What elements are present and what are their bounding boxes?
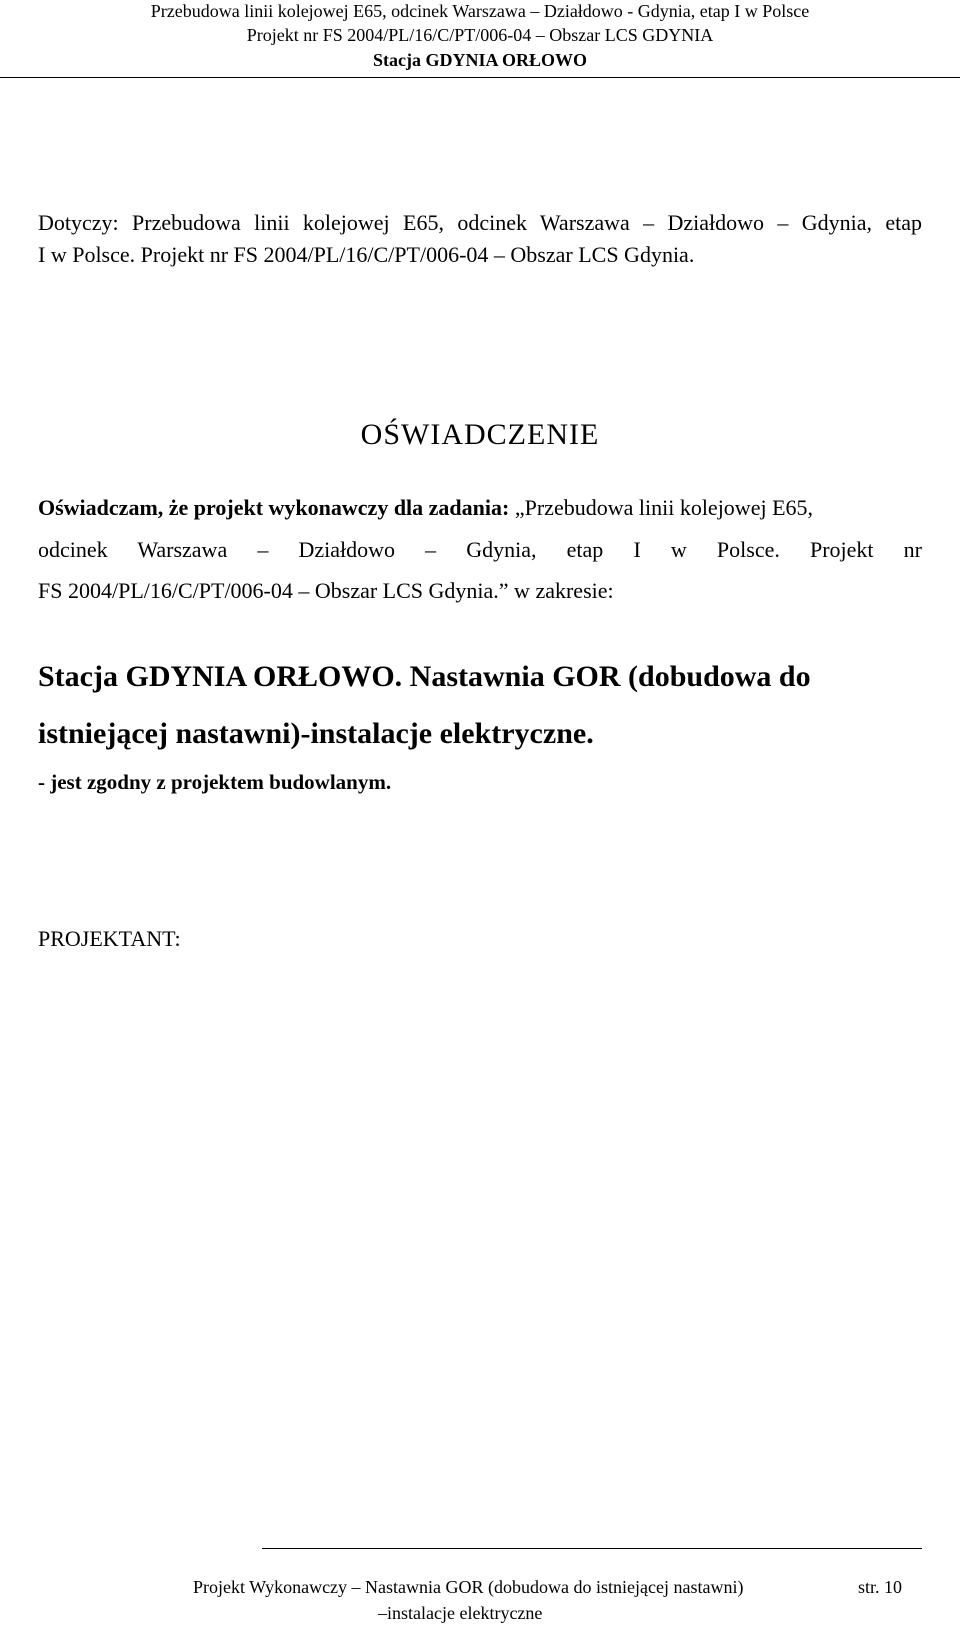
- statement-line-3: FS 2004/PL/16/C/PT/006-04 – Obszar LCS Gdynia.” w zakresie:: [38, 578, 614, 603]
- header-project-title: Przebudowa linii kolejowej E65, odcinek Warszawa – Działdowo - Gdynia, etap I w Polsce: [150, 1, 810, 21]
- designer-label: PROJEKTANT:: [38, 926, 181, 951]
- header-project-number: Projekt nr FS 2004/PL/16/C/PT/006-04 – Obszar LCS GDYNIA: [246, 25, 714, 45]
- subject-line-2: I w Polsce. Projekt nr FS 2004/PL/16/C/PT/006-04 – Obszar LCS Gdynia.: [38, 242, 695, 267]
- document-title: OŚWIADCZENIE: [360, 418, 600, 451]
- header-station: Stacja GDYNIA ORŁOWO: [372, 50, 587, 70]
- footer-description-cont: –instalacje elektryczne: [378, 1603, 543, 1623]
- page-number: str. 10: [858, 1577, 903, 1597]
- footer-divider: [262, 1548, 922, 1549]
- conclusion: - jest zgodny z projektem budowlanym.: [38, 770, 392, 794]
- subject-line-1: Dotyczy: Przebudowa linii kolejowej E65, odcinek Warszawa – Działdowo – Gdynia, etap: [38, 210, 922, 235]
- opening-quote: „: [509, 495, 525, 520]
- statement-line-1-rest: Przebudowa linii kolejowej E65,: [524, 495, 814, 520]
- scope-line-2: istniejącej nastawni)-instalacje elektryczne.: [38, 717, 594, 750]
- header-divider: [0, 77, 960, 78]
- statement-line-1: [38, 495, 922, 521]
- scope-line-1: Stacja GDYNIA ORŁOWO. Nastawnia GOR (dobudowa do: [38, 660, 811, 693]
- statement-line-2: odcinek Warszawa – Działdowo – Gdynia, etap I w Polsce. Projekt nr: [38, 537, 922, 562]
- statement-intro: Oświadczam, że projekt wykonawczy dla zadania:: [38, 495, 510, 520]
- footer-description: Projekt Wykonawczy – Nastawnia GOR (dobudowa do istniejącej nastawni): [193, 1577, 744, 1597]
